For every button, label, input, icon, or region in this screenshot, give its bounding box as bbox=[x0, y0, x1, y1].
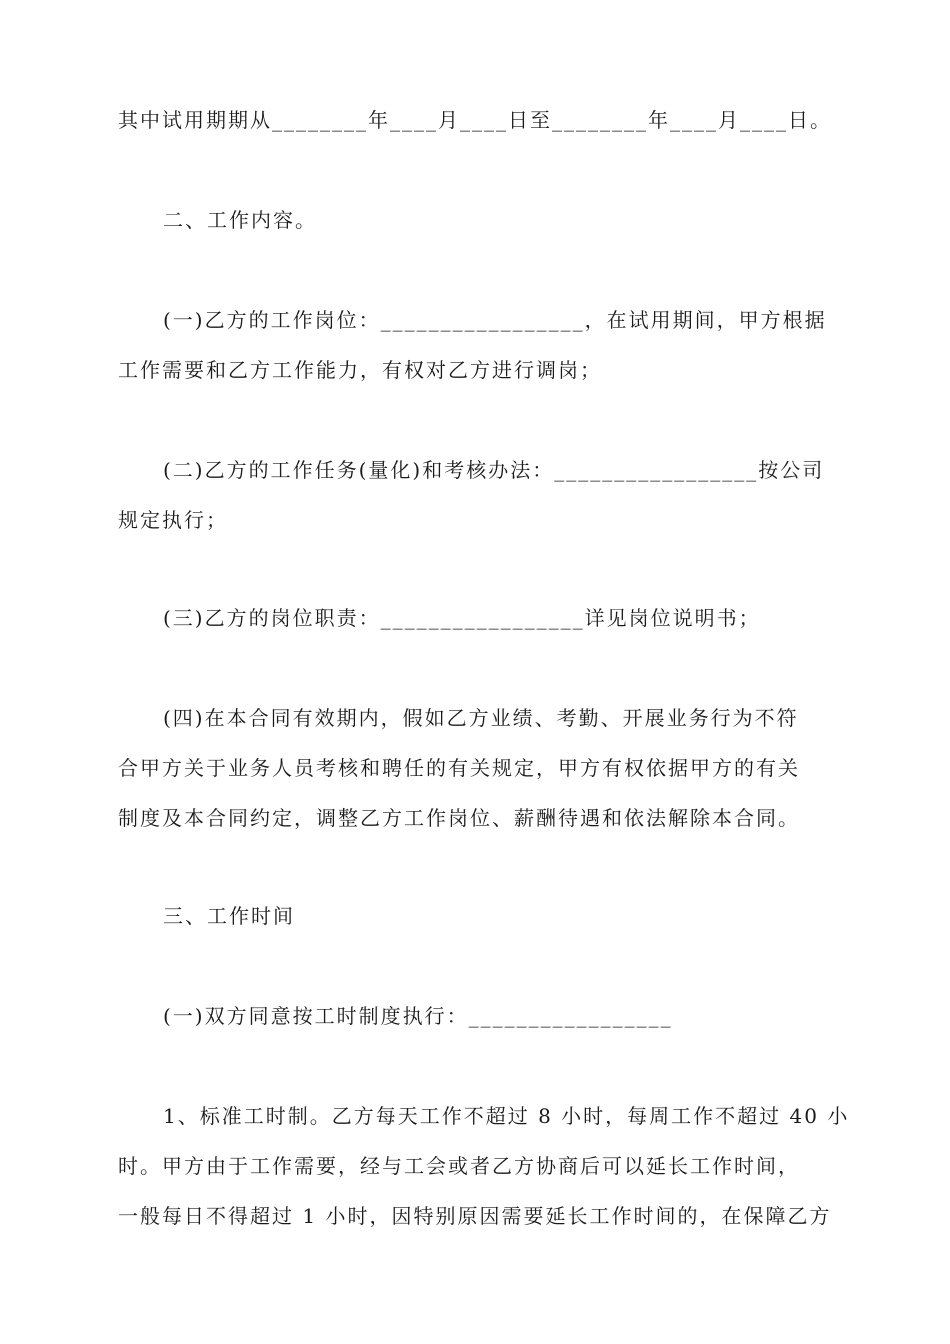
section-heading-work-content: 二、工作内容。 bbox=[163, 208, 317, 232]
paragraph-line: 规定执行； bbox=[118, 508, 228, 532]
paragraph-line: 1、标准工时制。乙方每天工作不超过 8 小时，每周工作不超过 40 小 bbox=[163, 1104, 850, 1128]
paragraph-line: 制度及本合同约定，调整乙方工作岗位、薪酬待遇和依法解除本合同。 bbox=[118, 806, 800, 830]
paragraph-line: 工作需要和乙方工作能力，有权对乙方进行调岗； bbox=[118, 358, 602, 382]
paragraph-line: (三)乙方的岗位职责：_________________详见岗位说明书； bbox=[163, 606, 761, 630]
paragraph-line: (一)双方同意按工时制度执行：_________________ bbox=[163, 1004, 673, 1028]
paragraph-line: 时。甲方由于工作需要，经与工会或者乙方协商后可以延长工作时间， bbox=[118, 1154, 800, 1178]
paragraph-line: (一)乙方的工作岗位：_________________，在试用期间，甲方根据 bbox=[163, 308, 827, 332]
paragraph-line: 合甲方关于业务人员考核和聘任的有关规定，甲方有权依据甲方的有关 bbox=[118, 756, 800, 780]
probation-period-line: 其中试用期期从________年____月____日至________年____月____日。 bbox=[118, 108, 832, 132]
paragraph-line: (四)在本合同有效期内，假如乙方业绩、考勤、开展业务行为不符 bbox=[163, 706, 799, 730]
paragraph-line: (二)乙方的工作任务(量化)和考核办法：_________________按公司 bbox=[163, 458, 825, 482]
paragraph-line: 一般每日不得超过 1 小时，因特别原因需要延长工作时间的，在保障乙方 bbox=[118, 1204, 832, 1228]
section-heading-work-time: 三、工作时间 bbox=[163, 904, 295, 928]
